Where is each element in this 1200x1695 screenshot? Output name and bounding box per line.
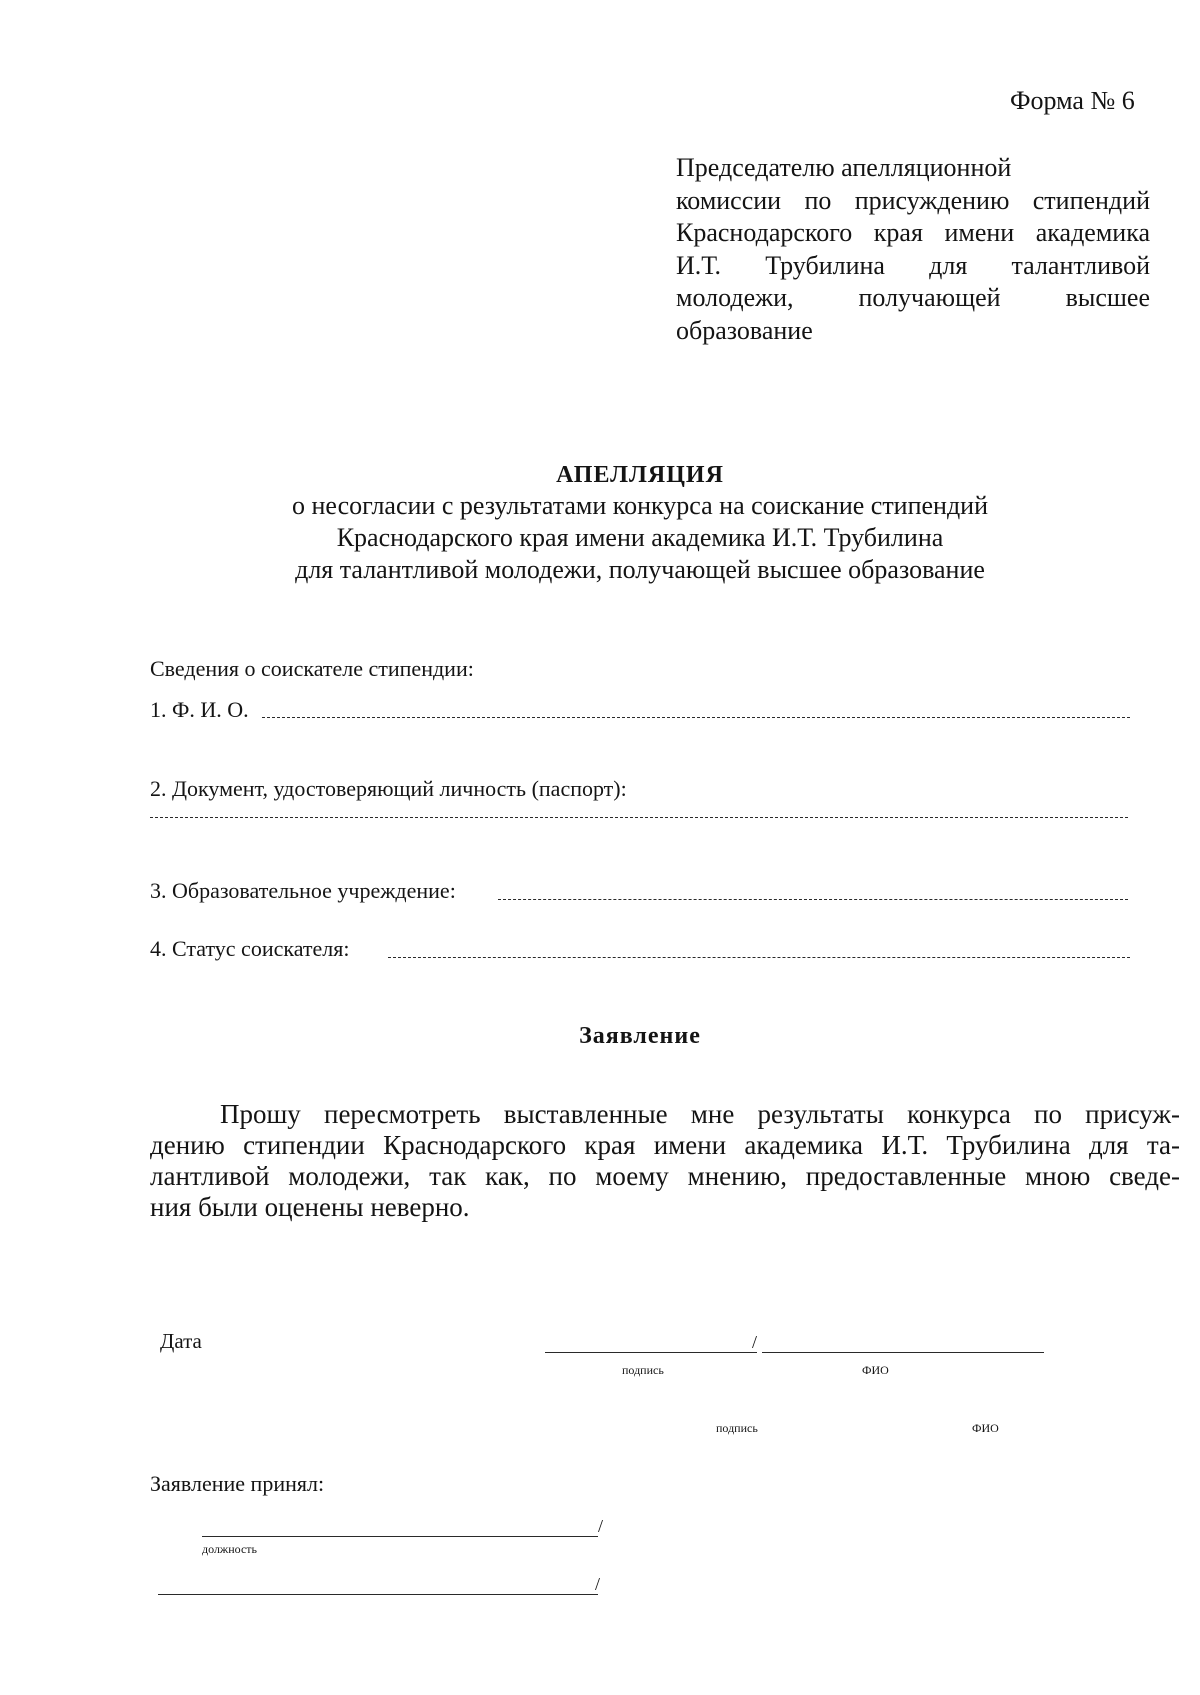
position-caption: должность: [202, 1542, 257, 1556]
accepter-signature-field[interactable]: [158, 1594, 598, 1595]
accepter-separator: /: [595, 1574, 601, 1594]
subtitle-line: для талантливой молодежи, получающей высшее образование: [295, 555, 985, 584]
position-field[interactable]: [202, 1536, 598, 1537]
document-title: АПЕЛЛЯЦИЯ: [556, 462, 724, 488]
subtitle-line: Краснодарского края имени академика И.Т. Трубилина: [336, 523, 944, 552]
date-label: Дата: [160, 1329, 202, 1353]
signature-caption-2: подпись: [716, 1421, 758, 1435]
addressee-block: [676, 152, 1150, 347]
full-name-caption: ФИО: [862, 1363, 889, 1377]
form-number: Форма № 6: [1010, 86, 1135, 115]
addressee-line: Председателю апелляционной: [676, 153, 1012, 182]
institution-field[interactable]: [498, 899, 1128, 900]
identity-document-label: 2. Документ, удостоверяющий личность (паспорт):: [150, 776, 627, 801]
full-name-signature-field[interactable]: [762, 1352, 1044, 1353]
signature-caption: подпись: [622, 1363, 664, 1377]
applicant-info-heading: Сведения о соискателе стипендии:: [150, 656, 474, 681]
full-name-label: 1. Ф. И. О.: [150, 697, 249, 722]
statement-title: Заявление: [579, 1023, 701, 1049]
signature-field[interactable]: [545, 1352, 757, 1353]
addressee-line: образование: [676, 315, 813, 345]
applicant-status-field[interactable]: [388, 957, 1130, 958]
position-separator: /: [598, 1516, 604, 1536]
identity-document-field[interactable]: [150, 817, 1128, 818]
statement-line: дению стипендии Краснодарского края имени академика И.Т. Трубилина для та-: [150, 1130, 1180, 1160]
full-name-field[interactable]: [262, 717, 1130, 718]
subtitle-line: о несогласии с результатами конкурса на соискание стипендий: [291, 491, 989, 520]
full-name-caption-2: ФИО: [972, 1421, 999, 1435]
accepted-by-label: Заявление принял:: [150, 1471, 325, 1496]
addressee-line: И.Т. Трубилина для талантливой: [676, 250, 1150, 280]
applicant-status-label: 4. Статус соискателя:: [150, 936, 350, 961]
signature-separator: /: [752, 1332, 758, 1352]
addressee-line: Краснодарского края имени академика: [676, 218, 1150, 247]
addressee-line: комиссии по присуждению стипендий: [676, 185, 1150, 215]
statement-line: Прошу пересмотреть выставленные мне результаты конкурса по присуж-: [220, 1099, 1180, 1129]
statement-line: лантливой молодежи, так как, по моему мнению, предоставленные мною сведе-: [150, 1161, 1180, 1191]
statement-text: [150, 1099, 1180, 1223]
statement-line: ния были оценены неверно.: [150, 1192, 470, 1222]
addressee-line: молодежи, получающей высшее: [676, 283, 1150, 312]
document-subtitle: [200, 490, 1080, 586]
institution-label: 3. Образовательное учреждение:: [150, 878, 456, 903]
